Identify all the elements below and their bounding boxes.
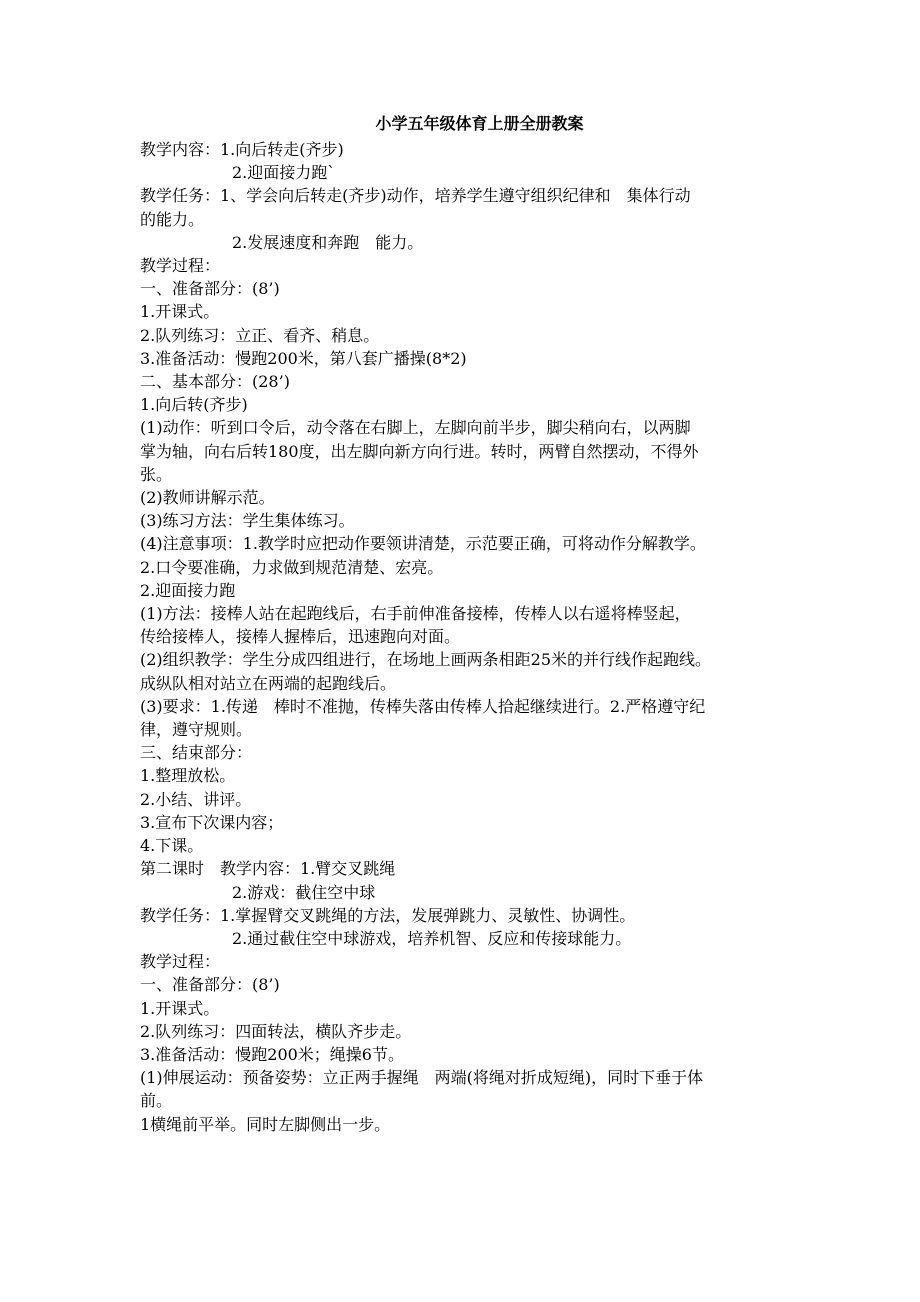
text-line: 张。	[140, 464, 173, 484]
text-line: 律，遵守规则。	[140, 720, 253, 740]
text-line: 教学任务：1.掌握臂交叉跳绳的方法，发展弹跳力、灵敏性、协调性。	[140, 905, 636, 925]
text-line: (1)伸展运动：预备姿势：立正两手握绳 两端(将绳对折成短绳)，同时下垂于体	[140, 1068, 704, 1088]
text-line: 2.迎面接力跑	[140, 580, 236, 600]
text-line: (3)要求：1.传递 棒时不准抛，传棒失落由传棒人拾起继续进行。2.严格遵守纪	[140, 696, 706, 716]
text-line: 2.游戏：截住空中球	[232, 882, 376, 902]
text-line: 3.宣布下次课内容；	[140, 812, 284, 832]
text-line: 3.准备活动：慢跑200米，第八套广播操(8*2)	[140, 348, 467, 368]
text-line: 成纵队相对站立在两端的起跑线后。	[140, 673, 397, 693]
text-line: 1.向后转(齐步)	[140, 395, 248, 415]
text-line: 4.下课。	[140, 836, 204, 856]
text-line: 1.开课式。	[140, 998, 220, 1018]
text-line: 2.队列练习：立正、看齐、稍息。	[140, 325, 380, 345]
text-line: 一、准备部分：(8’)	[140, 975, 280, 995]
document-page	[140, 112, 795, 1136]
text-line: 掌为轴，向右后转180度，出左脚向新方向行进。转时，两臂自然摆动，不得外	[140, 441, 699, 461]
text-line: 教学过程：	[140, 256, 221, 276]
text-line: 2.迎面接力跑`	[232, 163, 336, 183]
text-line: (2)组织教学：学生分成四组进行，在场地上画两条相距25米的并行线作起跑线。	[140, 650, 712, 670]
text-line: 一、准备部分：(8’)	[140, 279, 280, 299]
text-line: 教学过程：	[140, 952, 221, 972]
text-line: 2.队列练习：四面转法，横队齐步走。	[140, 1021, 412, 1041]
text-line: 3.准备活动：慢跑200米；绳操6节。	[140, 1044, 404, 1064]
text-line: 的能力。	[140, 209, 205, 229]
text-line: 2.发展速度和奔跑 能力。	[232, 232, 424, 252]
text-line: 三、结束部分：	[140, 743, 253, 763]
text-line: 2.通过截住空中球游戏，培养机智、反应和传接球能力。	[232, 928, 632, 948]
text-line: (1)动作：听到口令后，动令落在右脚上，左脚向前半步，脚尖稍向右，以两脚	[140, 418, 691, 438]
text-line: 二、基本部分：(28’)	[140, 372, 290, 392]
text-line: 1.开课式。	[140, 302, 220, 322]
text-line: (2)教师讲解示范。	[140, 488, 275, 508]
text-line: 1.整理放松。	[140, 766, 236, 786]
document-title: 小学五年级体育上册全册教案	[375, 114, 584, 133]
text-line: 1横绳前平举。同时左脚侧出一步。	[140, 1114, 391, 1134]
text-line: 第二课时 教学内容：1.臂交叉跳绳	[140, 859, 396, 879]
text-line: (4)注意事项：1.教学时应把动作要领讲清楚，示范要正确，可将动作分解教学。	[140, 534, 706, 554]
text-line: 2.口令要准确，力求做到规范清楚、宏亮。	[140, 557, 444, 577]
text-line: 教学内容：1.向后转走(齐步)	[140, 140, 344, 159]
text-line: (1)方法：接棒人站在起跑线后，右手前伸准备接棒，传棒人以右遥将棒竖起，	[140, 604, 691, 624]
text-line: 2.小结、讲评。	[140, 789, 252, 809]
text-line: 传给接棒人，接棒人握棒后，迅速跑向对面。	[140, 627, 461, 647]
text-line: 教学任务：1、学会向后转走(齐步)动作，培养学生遵守组织纪律和 集体行动	[140, 186, 691, 206]
text-line: (3)练习方法：学生集体练习。	[140, 511, 355, 531]
text-line: 前。	[140, 1091, 173, 1111]
